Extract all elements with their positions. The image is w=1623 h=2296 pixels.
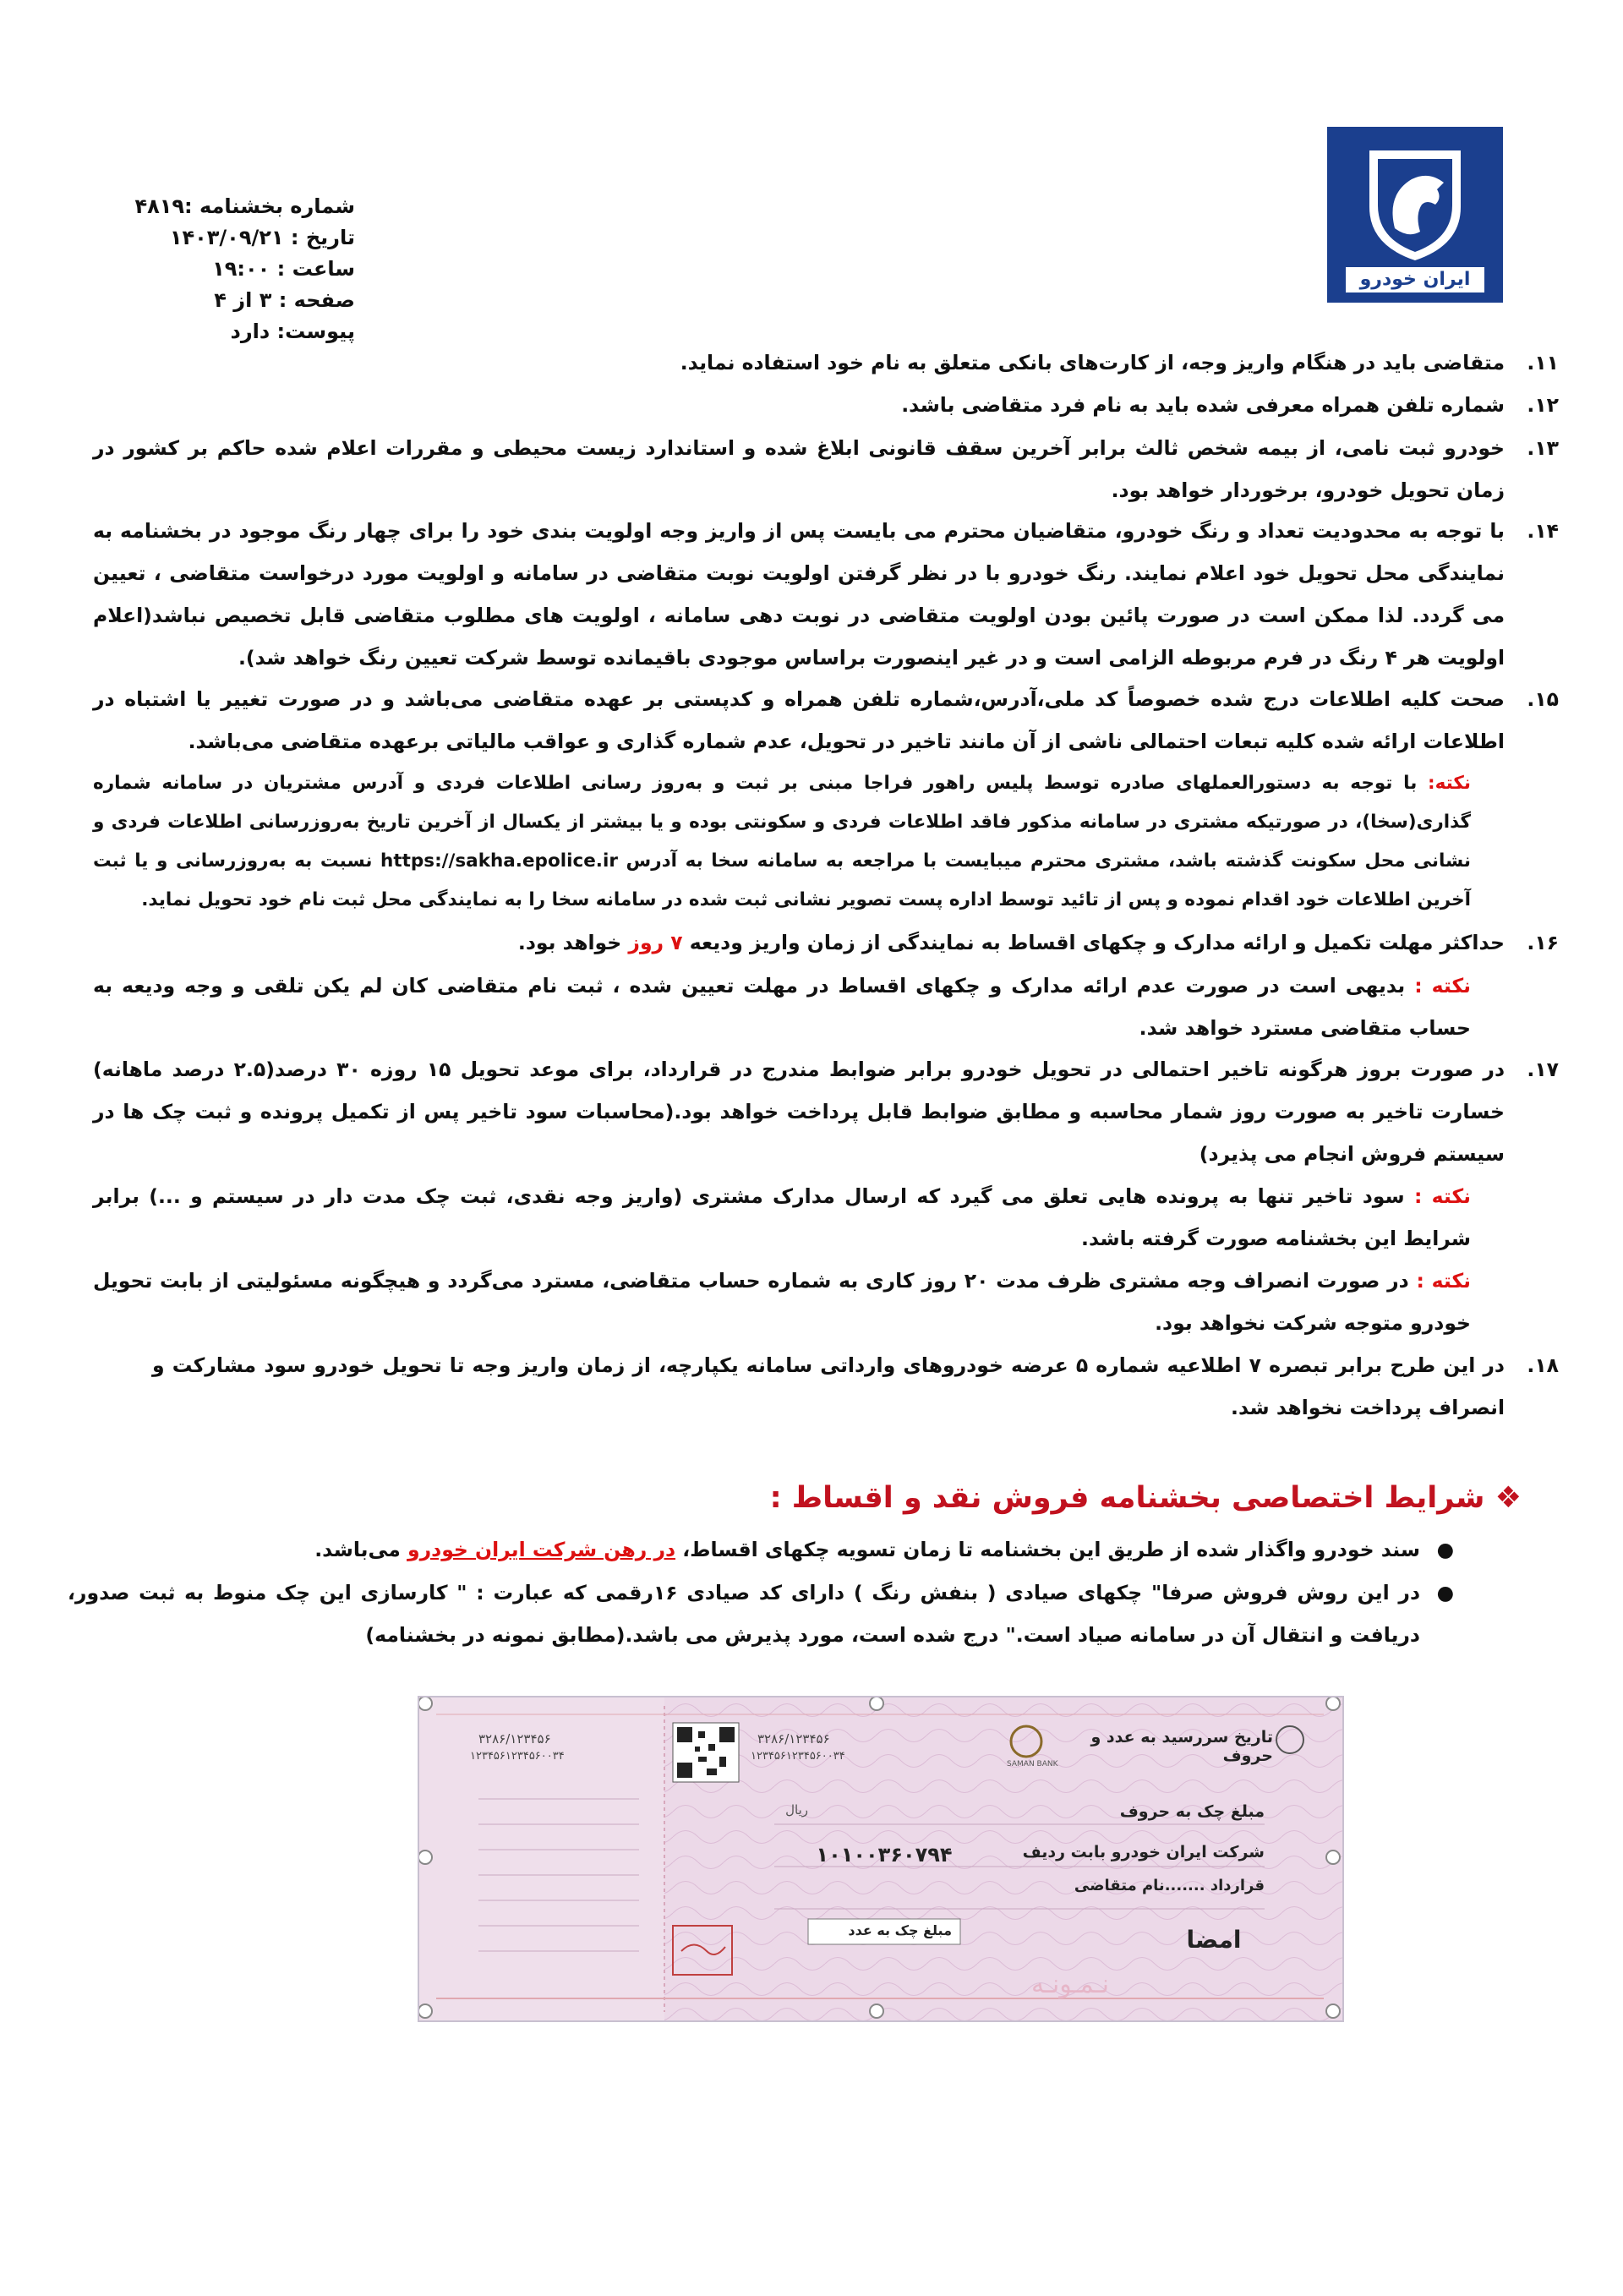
bullet-text-end: می‌باشد. [314,1538,407,1561]
note-text: در صورت انصراف وجه مشتری ظرف مدت ۲۰ روز کاری به شماره حساب متقاضی، مسترد می‌گردد و هیچگونه مسئولیتی از بابت تحویل خودرو متوجه شرکت نخواهد بود. [93,1269,1471,1335]
note-deposit [93,965,1471,1049]
note-label: نکته : [1414,974,1471,998]
rial-label: ریال [785,1802,808,1818]
note-sakha [93,764,1471,920]
item-text: متقاضی باید در هنگام واریز وجه، از کارت‌های بانکی متعلق به نام خود استفاده نماید. [680,351,1505,374]
page-number: صفحه : ۳ از ۴ [214,288,355,312]
item-17 [93,1048,1559,1175]
item-16 [152,921,1559,964]
resize-handle[interactable] [418,1850,433,1865]
item-number: ۱۷. [1527,1058,1559,1081]
item-13 [93,427,1559,511]
item-11 [152,342,1559,384]
diamond-bullet-icon: ❖ [1495,1481,1522,1515]
bullet-text: در این روش فروش صرفا" چکهای صیادی ( بنفش رنگ ) دارای کد صیادی ۱۶رقمی که عبارت : " کارسازی این چک منوط به ثبت صدور، دریافت و انتقال آن در سامانه صیاد است." درج شده است، مورد پذیرش می باشد.(مطابق نمونه در بخشنامه) [68,1581,1420,1647]
cheque-serial: ۳۲۸۶/۱۲۳۴۵۶ [757,1731,830,1747]
note-label: نکته : [1413,1184,1472,1208]
contract-field: قرارداد .......نام متقاضی [1074,1877,1265,1894]
sample-watermark: نـمـونـه [1031,1970,1109,1999]
bullet-dot-icon: ● [1436,1538,1454,1561]
section-title-text: شرایط اختصاصی بخشنامه فروش نقد و اقساط : [769,1481,1485,1515]
resize-handle[interactable] [1325,2004,1341,2019]
resize-handle[interactable] [418,2004,433,2019]
signature-label: امضا [1186,1926,1242,1954]
resize-handle[interactable] [869,1696,884,1711]
item-text: حداکثر مهلت تکمیل و ارائه مدارک و چکهای اقساط به نمایندگی از زمان واریز ودیعه [682,931,1505,954]
deadline-highlight: ۷ روز [628,931,683,954]
circular-time: ساعت : ۱۹:۰۰ [212,257,355,281]
bullet-sayad-cheque [68,1572,1454,1656]
note-refund [93,1260,1471,1344]
resize-handle[interactable] [1325,1850,1341,1865]
document-header [101,191,355,347]
item-number: ۱۶. [1527,931,1559,954]
note-label: نکته : [1416,1269,1471,1293]
resize-handle[interactable] [418,1696,433,1711]
item-number: ۱۲. [1527,393,1559,417]
item-14 [93,510,1559,679]
amount-digits-field: مبلغ چک به عدد [848,1922,952,1938]
note-delay-profit [93,1175,1471,1260]
account-number: ۱۰۱۰۰۳۶۰۷۹۴ [816,1843,953,1867]
note-label: نکته: [1428,773,1471,794]
amount-words-field: مبلغ چک به حروف [1119,1802,1265,1821]
note-text: سود تاخیر تنها به پرونده هایی تعلق می گیرد که ارسال مدارک مشتری (واریز وجه نقدی، ثبت چک مدت دار در سیستم و ...) برابر شرایط این بخشنامه صورت گرفته باشد. [93,1184,1471,1250]
section-title [770,1481,1522,1515]
note-text: با توجه به دستورالعملهای صادره توسط پلیس راهور فراجا مبنی بر ثبت و به‌روز رسانی اطلاعات فردی و آدرس مشتریان در سامانه شماره گذاری(سخا)، در صورتیکه مشتری در سامانه مذکور فاقد اطلاعات فردی و سکونتی بوده و یا بیشتر از یکسال از آخرین تاریخ به‌روزرسانی اطلاعات فردی و نشانی محل سکونت گذشته باشد، مشتری محترم میبایست با مراجعه به سامانه سخا به آدرس https://sakha.epolice.ir نسبت به به‌روزرسانی و یا ثبت آخرین اطلاعات خود اقدام نموده و پس از تائید توسط اداره پست تصویر نشانی ثبت شده در سامانه سخا را به نمایندگی محل ثبت نام خود تحویل نماید. [93,773,1471,910]
logo-text: ایران خودرو [1359,269,1471,290]
circular-number: شماره بخشنامه :۴۸۱۹ [134,194,355,218]
item-text: صحت کلیه اطلاعات درج شده خصوصاً کد ملی،آدرس،شماره تلفن همراه و کدپستی بر عهده متقاضی می‌باشد و در صورت تغییر یا اشتباه در اطلاعات ارائه شده کلیه تبعات احتمالی ناشی از آن مانند تاخیر در تحویل، عدم شماره گذاری و عواقب مالیاتی برعهده متقاضی می‌باشد. [93,687,1505,753]
payee-field: شرکت ایران خودرو بابت ردیف [1022,1843,1265,1861]
bullet-mortgage [101,1528,1454,1571]
note-text: بدیهی است در صورت عدم ارائه مدارک و چکهای اقساط در مهلت تعیین شده ، ثبت نام متقاضی کان لم یکن تلقی و وجه ودیعه به حساب متقاضی مسترد خواهد شد. [93,974,1471,1040]
item-text-end: خواهد بود. [517,931,629,954]
item-number: ۱۴. [1527,519,1559,543]
cheque-code: ۱۲۳۴۵۶۱۲۳۴۵۶۰۰۳۴ [751,1750,845,1763]
attachment: پیوست: دارد [230,320,355,343]
item-number: ۱۵. [1527,687,1559,711]
bullet-dot-icon: ● [1436,1581,1454,1604]
bank-name: SAMAN BANK [1007,1760,1058,1768]
mortgage-highlight: در رهن شرکت ایران خودرو [407,1538,676,1561]
item-15 [93,678,1559,763]
item-text: با توجه به محدودیت تعداد و رنگ خودرو، متقاضیان محترم می بایست پس از واریز وجه اولویت بندی خود را برای چهار رنگ موجود در بخشنامه به نمایندگی محل تحویل خود اعلام نمایند. رنگ خودرو با در نظر گرفتن اولویت نوبت متقاضی در سامانه و اولویت مورد درخواست متقاضی ، تعیین می گردد. لذا ممکن است در صورت پائین بودن اولویت متقاضی در نوبت دهی سامانه ، اولویت های مطلوب متقاضی قابل تخصیص نباشد(اعلام اولویت هر ۴ رنگ در فرم مربوطه الزامی است و در غیر اینصورت براساس موجودی باقیمانده توسط شرکت تعیین رنگ خواهد شد). [93,519,1505,670]
item-number: ۱۳. [1527,436,1559,460]
item-18 [152,1344,1559,1429]
bullet-text: سند خودرو واگذار شده از طریق این بخشنامه تا زمان تسویه چکهای اقساط، [675,1538,1420,1561]
item-text: خودرو ثبت نامی، از بیمه شخص ثالث برابر آخرین سقف قانونی ابلاغ شده و استاندارد زیست محیطی و مقررات اعلام شده حاکم بر کشور در زمان تحویل خودرو، برخوردار خواهد بود. [93,436,1505,502]
resize-handle[interactable] [1325,1696,1341,1711]
resize-handle[interactable] [869,2004,884,2019]
iran-khodro-logo [1327,127,1503,303]
circular-date: تاریخ : ۱۴۰۳/۰۹/۲۱ [169,226,355,249]
due-date-field: تاریخ سررسید به عدد و حروف [1090,1728,1273,1765]
sample-cheque-image [418,1696,1344,2022]
item-number: ۱۸. [1527,1353,1559,1377]
item-text: در صورت بروز هرگونه تاخیر احتمالی در تحویل خودرو برابر ضوابط مندرج در قرارداد، برای موعد تحویل ۱۵ روزه ۳۰ درصد(۲.۵ درصد ماهانه) خسارت تاخیر به صورت روز شمار محاسبه و مطابق ضوابط قابل پرداخت خواهد بود.(محاسبات سود تاخیر پس از تکمیل پرونده و ثبت چک ها در سیستم فروش انجام می پذیرد) [93,1058,1506,1166]
item-text: شماره تلفن همراه معرفی شده باید به نام فرد متقاضی باشد. [901,393,1505,417]
stub-serial: ۳۲۸۶/۱۲۳۴۵۶ [478,1731,551,1747]
item-number: ۱۱. [1527,351,1559,374]
stub-code: ۱۲۳۴۵۶۱۲۳۴۵۶۰۰۳۴ [470,1750,565,1763]
item-text: در این طرح برابر تبصره ۷ اطلاعیه شماره ۵ عرضه خودروهای وارداتی سامانه یکپارچه، از زمان واریز وجه تا تحویل خودرو سود مشارکت و انصراف پرداخت نخواهد شد. [152,1353,1505,1419]
item-12 [152,384,1559,426]
